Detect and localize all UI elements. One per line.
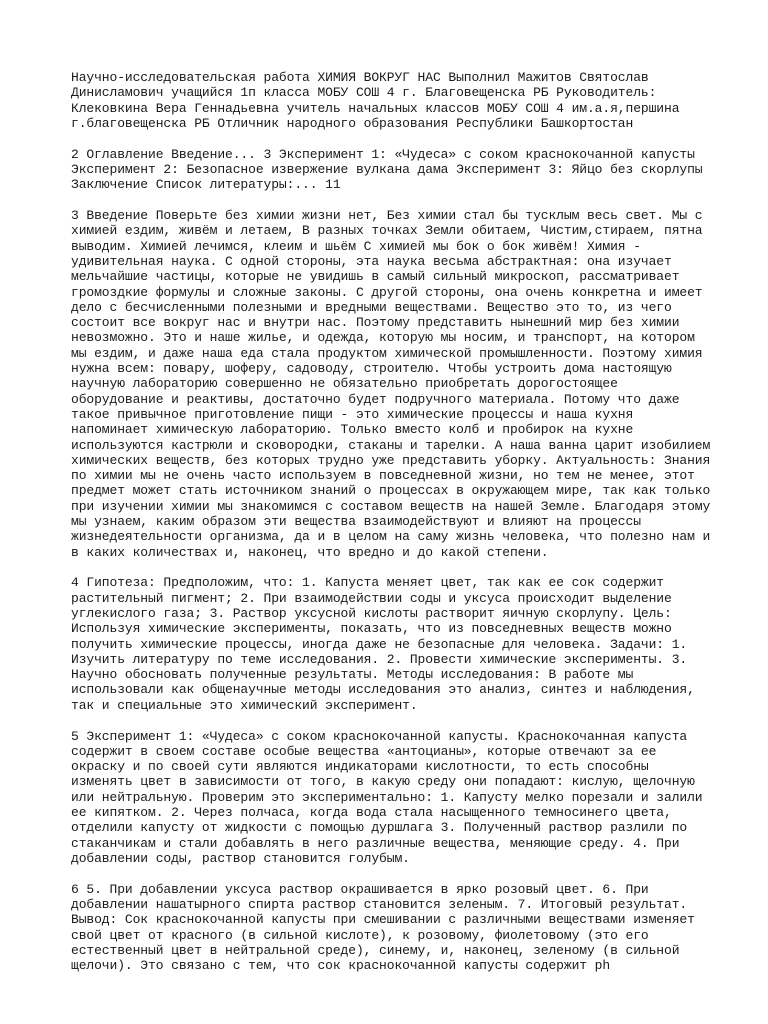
title-paragraph: Научно-исследовательская работа ХИМИЯ ВОКРУГ НАС Выполнил Мажитов Святослав Динисламович учащийся 1п класса МОБУ СОШ 4 г. Благовещенска РБ Руководитель: Клековкина Вера Геннадьевна учитель начальных классов МОБУ СОШ 4 им.а.я,першина г.благовещенска РБ Отличник народного образования Республики Башкортостан (71, 70, 680, 131)
hypothesis-paragraph: 4 Гипотеза: Предположим, что: 1. Капуста меняет цвет, так как ее сок содержит растительный пигмент; 2. При взаимодействии соды и уксуса происходит выделение углекислого газа; 3. Раствор уксусной кислоты растворит яичную скорлупу. Цель: Используя химические эксперименты, показать, что из повседневных веществ можно получить химические процессы, иногда даже не безопасные для человека. Задачи: 1. Изучить литературу по теме исследования. 2. Провести химические эксперименты. 3. Научно обосновать полученные результаты. Методы исследования: В работе мы использовали как общенаучные методы исследования это анализ, синтез и наблюдения, так и специальные это химический эксперимент. (71, 575, 695, 713)
experiment-1-results-paragraph: 6 5. При добавлении уксуса раствор окрашивается в ярко розовый цвет. 6. При добавлении нашатырного спирта раствор становится зеленым. 7. Итоговый результат. Вывод: Сок краснокочанной капусты при смешивании с различными веществами изменяет свой цвет от красного (в сильной кислоте), к розовому, фиолетовому (это его естественный цвет в нейтральной среде), синему, и, наконец, зеленому (в сильной щелочи). Это связано с тем, что сок краснокочанной капусты содержит ph (71, 881, 695, 974)
experiment-1-paragraph: 5 Эксперимент 1: «Чудеса» с соком краснокочанной капусты. Краснокочанная капуста содержит в своем составе особые вещества «антоцианы», которые отвечают за ее окраску и по своей сути являются индикаторами кислотности, то есть способны изменять цвет в зависимости от того, в какую среду они попадают: кислую, щелочную или нейтральную. Проверим это экспериментально: 1. Капусту мелко порезали и залили ее кипятком. 2. Через полчаса, когда вода стала насыщенного темносинего цвета, отделили капусту от жидкости с помощью дуршлага 3. Полученный раствор разлили по стаканчикам и стали добавлять в него различные вещества, меняющие среду. 4. При добавлении соды, раствор становится голубым. (71, 728, 703, 866)
document-page (71, 70, 711, 989)
introduction-paragraph: 3 Введение Поверьте без химии жизни нет, Без химии стал бы тусклым весь свет. Мы с химией ездим, живём и летаем, В разных точках Земли обитаем, Чистим,стираем, пятна выводим. Химией лечимся, клеим и шьём С химией мы бок о бок живём! Химия - удивительная наука. С одной стороны, эта наука весьма абстрактная: она изучает мельчайшие частицы, которые не увидишь в самый сильный микроскоп, рассматривает громоздкие формулы и сложные законы. С другой стороны, она очень конкретна и имеет дело с бесчисленными полезными и вредными веществами. Вещество это то, из чего состоит все вокруг нас и внутри нас. Поэтому представить нынешний мир без химии невозможно. Это и наше жилье, и одежда, которую мы носим, и транспорт, на котором мы ездим, и даже наша еда стала продуктом химической промышленности. Поэтому химия нужна всем: повару, шоферу, садоводу, строителю. Чтобы устроить дома настоящую научную лабораторию совершенно не обязательно приобретать дорогостоящее оборудование и реактивы, достаточно будет подручного материала. Потому что даже такое привычное приготовление пищи - это химические процессы и наша кухня напоминает химическую лабораторию. Только вместо колб и пробирок на кухне используются кастрюли и сковородки, стаканы и тарелки. А наша ванна царит изобилием химических веществ, без которых трудно уже представить уборку. Актуальность: Знания по химии мы не очень часто используем в повседневной жизни, но тем не менее, этот предмет может стать источником знаний о процессах в окружающем мире, так как только при изучении химии мы знакомимся с составом веществ на нашей Земле. Благодаря этому мы узнаем, каким образом эти вещества взаимодействуют и влияют на процессы жизнедеятельности организма, да и в целом на саму жизнь человека, что полезно нам и в каких количествах и, наконец, что вредно и до какой степени. (71, 208, 711, 560)
table-of-contents-paragraph: 2 Оглавление Введение... 3 Эксперимент 1: «Чудеса» с соком краснокочанной капусты Эксперимент 2: Безопасное извержение вулкана дама Эксперимент 3: Яйцо без скорлупы Заключение Список литературы:... 11 (71, 146, 703, 193)
